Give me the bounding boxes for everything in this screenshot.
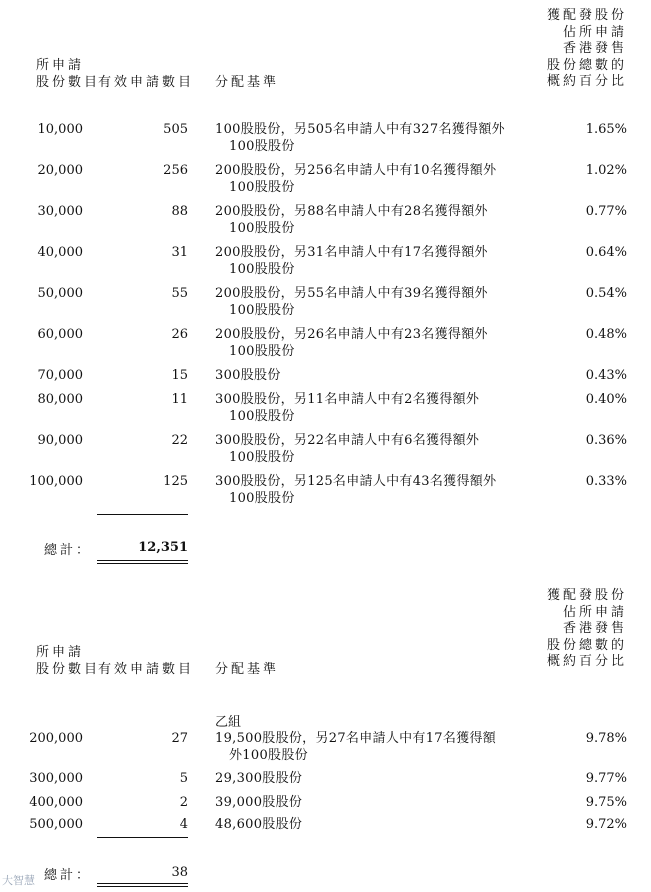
- header-valid-applications-2: 有效申請數目: [98, 662, 195, 677]
- header-approx-percentage-2: 獲配發股份 佔所申請 香港發售 股份總數的 概約百分比: [546, 588, 627, 669]
- valid-applications-cell: 26: [171, 327, 188, 342]
- applied-shares-cell: 10,000: [37, 122, 83, 137]
- valid-applications-cell: 27: [171, 731, 188, 746]
- percentage-cell: 1.02%: [585, 163, 627, 178]
- valid-applications-cell: 11: [171, 392, 188, 407]
- basis-line-1: 200股股份，另256名申請人中有10名獲得額外: [215, 163, 497, 178]
- applied-shares-cell: 80,000: [37, 392, 83, 407]
- allocation-basis-cell: [215, 474, 535, 507]
- applied-shares-cell: 100,000: [29, 474, 83, 489]
- applied-shares-cell: 50,000: [37, 286, 83, 301]
- applied-shares-cell: 500,000: [29, 817, 83, 832]
- applied-shares-cell: 70,000: [37, 368, 83, 383]
- watermark-logo: 大智慧: [2, 874, 35, 887]
- total-value-2: 38: [171, 865, 188, 880]
- percentage-cell: 0.64%: [585, 245, 627, 260]
- applied-shares-cell: 30,000: [37, 204, 83, 219]
- percentage-cell: 9.78%: [585, 731, 627, 746]
- percentage-cell: 0.36%: [585, 433, 627, 448]
- total-double-rule-4: [97, 886, 188, 887]
- valid-applications-cell: 256: [163, 163, 188, 178]
- basis-line-1: 300股股份，另125名申請人中有43名獲得額外: [215, 474, 497, 489]
- basis-line-1: 19,500股股份，另27名申請人中有17名獲得額: [215, 731, 497, 746]
- basis-line-2: 100股股份: [229, 138, 295, 154]
- header-valid-applications: 有效申請數目: [98, 75, 195, 90]
- total-value: 12,351: [138, 540, 188, 555]
- basis-line-1: 48,600股股份: [215, 817, 303, 832]
- basis-line-2: 外100股股份: [229, 747, 308, 763]
- percentage-cell: 0.54%: [585, 286, 627, 301]
- valid-applications-cell: 22: [171, 433, 188, 448]
- valid-applications-cell: 88: [171, 204, 188, 219]
- percentage-cell: 0.48%: [585, 327, 627, 342]
- allocation-basis-cell: [215, 795, 535, 812]
- basis-line-1: 300股股份: [215, 368, 281, 383]
- basis-line-2: 100股股份: [229, 343, 295, 359]
- header-allocation-basis-2: 分配基準: [215, 662, 280, 677]
- valid-applications-cell: 4: [179, 817, 188, 832]
- applied-shares-cell: 400,000: [29, 795, 83, 810]
- basis-line-1: 200股股份，另31名申請人中有17名獲得額外: [215, 245, 488, 260]
- basis-line-2: 100股股份: [229, 490, 295, 506]
- basis-line-1: 300股股份，另11名申請人中有2名獲得額外: [215, 392, 480, 407]
- valid-applications-cell: 5: [179, 771, 188, 786]
- percentage-cell: 0.77%: [585, 204, 627, 219]
- allocation-basis-cell: [215, 286, 535, 319]
- percentage-cell: 0.40%: [585, 392, 627, 407]
- applied-shares-cell: 20,000: [37, 163, 83, 178]
- allocation-basis-cell: [215, 433, 535, 466]
- percentage-cell: 0.43%: [585, 368, 627, 383]
- header-applied-shares-2: 所申請 股份數目: [36, 645, 101, 677]
- total-label: 總計：: [44, 543, 93, 558]
- allocation-basis-cell: [215, 204, 535, 237]
- basis-line-1: 300股股份，另22名申請人中有6名獲得額外: [215, 433, 480, 448]
- valid-applications-cell: 125: [163, 474, 188, 489]
- allocation-basis-cell: [215, 817, 535, 834]
- allocation-basis-cell: [215, 245, 535, 278]
- total-rule-top-2: [97, 837, 188, 838]
- basis-line-2: 100股股份: [229, 261, 295, 277]
- basis-line-1: 200股股份，另88名申請人中有28名獲得額外: [215, 204, 488, 219]
- percentage-cell: 9.75%: [585, 795, 627, 810]
- group-label: 乙組: [215, 715, 242, 730]
- basis-line-2: 100股股份: [229, 449, 295, 465]
- total-double-rule-1: [97, 560, 188, 561]
- allocation-basis-cell: [215, 122, 535, 155]
- basis-line-1: 200股股份，另26名申請人中有23名獲得額外: [215, 327, 488, 342]
- percentage-cell: 1.65%: [585, 122, 627, 137]
- header-allocation-basis: 分配基準: [215, 75, 280, 90]
- total-double-rule-3: [97, 883, 188, 884]
- header-applied-shares: 所申請 股份數目: [36, 58, 101, 90]
- applied-shares-cell: 200,000: [29, 731, 83, 746]
- allocation-basis-cell: [215, 392, 535, 425]
- basis-line-2: 100股股份: [229, 408, 295, 424]
- allocation-basis-cell: [215, 771, 535, 788]
- valid-applications-cell: 505: [163, 122, 188, 137]
- applied-shares-cell: 40,000: [37, 245, 83, 260]
- allocation-basis-cell: [215, 368, 535, 385]
- valid-applications-cell: 31: [171, 245, 188, 260]
- applied-shares-cell: 90,000: [37, 433, 83, 448]
- header-approx-percentage: 獲配發股份 佔所申請 香港發售 股份總數的 概約百分比: [546, 8, 627, 89]
- percentage-cell: 9.72%: [585, 817, 627, 832]
- valid-applications-cell: 15: [171, 368, 188, 383]
- applied-shares-cell: 60,000: [37, 327, 83, 342]
- basis-line-1: 200股股份，另55名申請人中有39名獲得額外: [215, 286, 488, 301]
- valid-applications-cell: 2: [179, 795, 188, 810]
- allocation-basis-cell: [215, 327, 535, 360]
- basis-line-2: 100股股份: [229, 220, 295, 236]
- basis-line-1: 29,300股股份: [215, 771, 303, 786]
- basis-line-1: 100股股份，另505名申請人中有327名獲得額外: [215, 122, 505, 137]
- basis-line-1: 39,000股股份: [215, 795, 303, 810]
- total-rule-top: [97, 514, 188, 515]
- total-double-rule-2: [97, 563, 188, 564]
- applied-shares-cell: 300,000: [29, 771, 83, 786]
- total-label-2: 總計：: [44, 868, 93, 883]
- basis-line-2: 100股股份: [229, 179, 295, 195]
- valid-applications-cell: 55: [171, 286, 188, 301]
- percentage-cell: 0.33%: [585, 474, 627, 489]
- percentage-cell: 9.77%: [585, 771, 627, 786]
- basis-line-2: 100股股份: [229, 302, 295, 318]
- allocation-basis-cell: [215, 163, 535, 196]
- allocation-basis-cell: [215, 731, 535, 764]
